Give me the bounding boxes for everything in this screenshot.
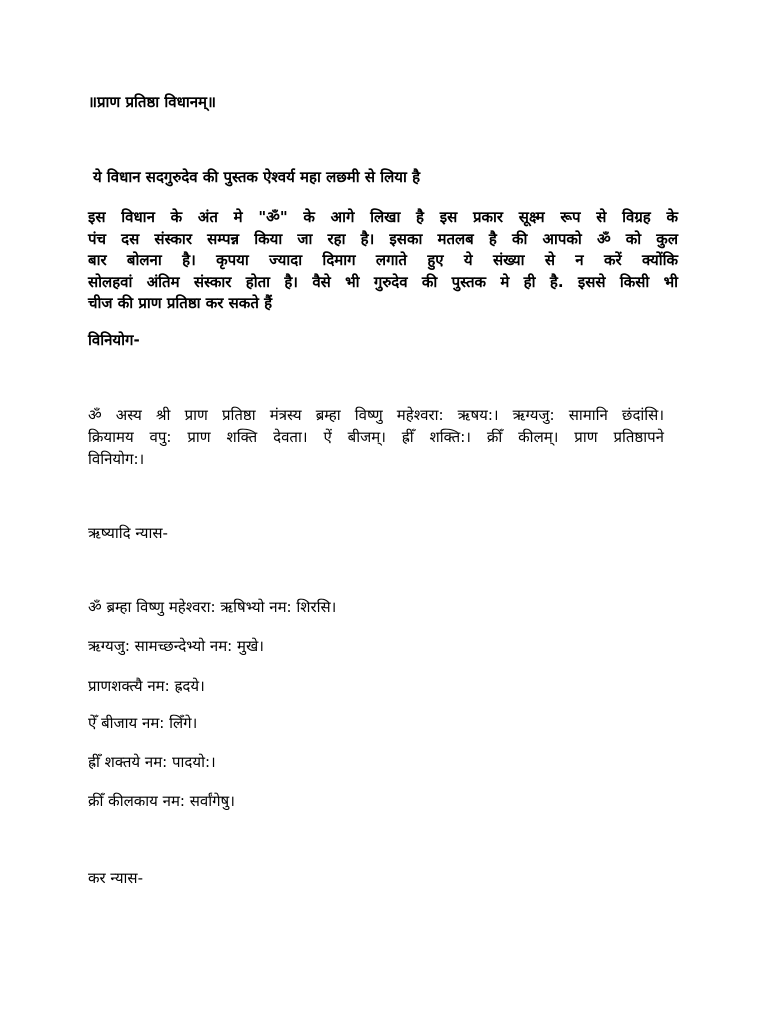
intro-line: चीज की प्राण प्रतिष्ठा कर सकते हैं [88,294,273,312]
viniyog-line: ॐ अस्य श्री प्राण प्रतिष्ठा मंत्रस्य ब्रम्हा विष्णु महेश्वरा: ऋषय:। ऋग्यजु: सामानि छंदांसि। [88,406,664,424]
intro-line: सोलहवां अंतिम संस्कार होता है। वैसे भी गुरुदेव की पुस्तक मे ही है. इससे किसी भी [88,272,678,291]
intro-line: इस विधान के अंत मे "ॐ" के आगे लिखा है इस प्रकार सूक्ष्म रूप से विग्रह के [88,208,678,226]
viniyog-line: विनियोग:। [88,450,145,468]
intro-line: पंच दस संस्कार सम्पन्न किया जा रहा है। इसका मतलब है की आपको ॐ को कुल [88,229,678,248]
viniyog-line: क्रियामय वपु: प्राण शक्ति देवता। ऐं बीजम्। ह्रीँ शक्ति:। क्रीँ कीलम्। प्राण प्रतिष्ठापने [88,428,664,446]
document-subtitle: ये विधान सदगुरुदेव की पुस्तक ऐश्वर्य महा लछमी से लिया है [93,168,421,186]
kar-nyas-heading: कर न्यास- [88,869,143,887]
rishyadi-heading: ऋष्यादि न्यास- [88,524,168,542]
viniyog-heading: विनियोग- [88,331,140,349]
rishyadi-line: क्रीँ कीलकाय नम: सर्वांगेषु। [88,792,235,810]
document-title: ॥प्राण प्रतिष्ठा विधानम्॥ [88,93,217,111]
intro-line: बार बोलना है। कृपया ज्यादा दिमाग लगाते हुए ये संख्या से न करें क्योंकि [88,251,678,269]
intro-paragraph [88,207,678,315]
rishyadi-line: ॐ ब्रम्हा विष्णु महेश्वरा: ऋषिभ्यो नम: शिरसि। [88,598,337,616]
rishyadi-line: ह्रीँ शक्तये नम: पादयो:। [88,753,216,771]
rishyadi-line: प्राणशक्त्यै नम: ह्रदये। [88,677,205,695]
rishyadi-line: ऐँ बीजाय नम: लिँगे। [88,714,198,732]
viniyog-paragraph [88,404,664,470]
rishyadi-line: ऋग्यजु: सामच्छन्देभ्यो नम: मुखे। [88,637,264,655]
